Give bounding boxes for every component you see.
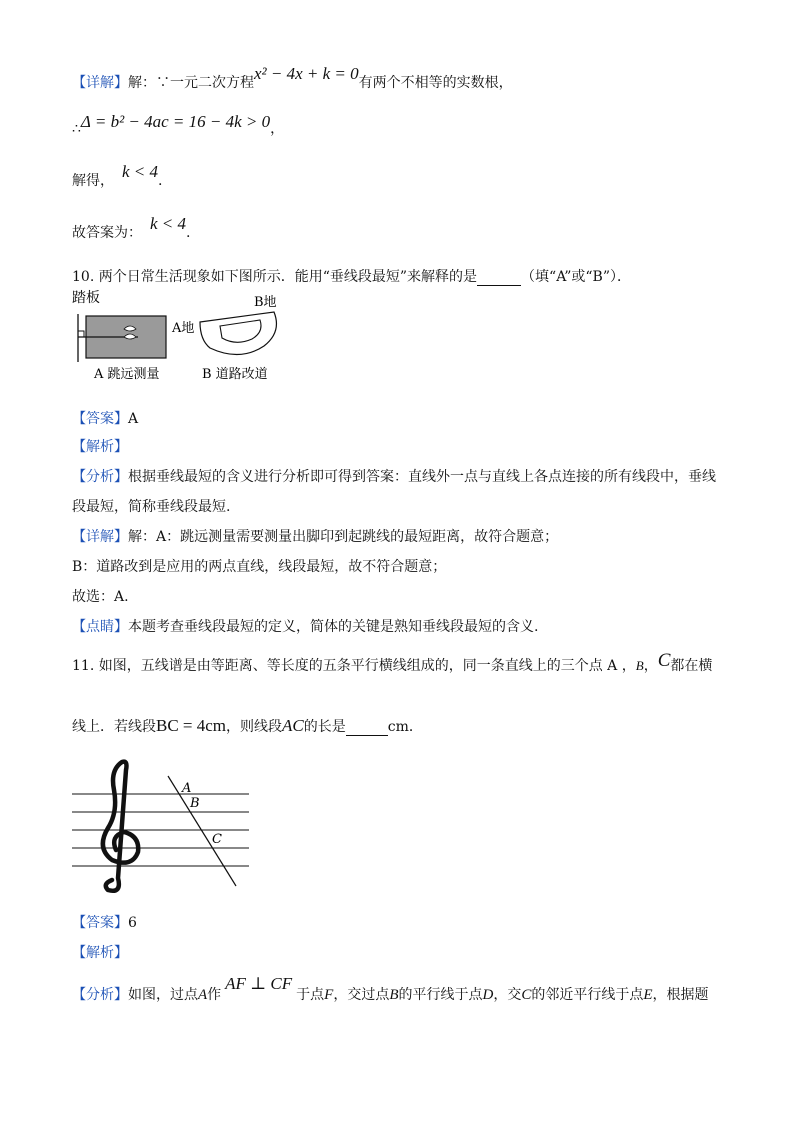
q10-xiangjie-text-2: B：道路改到是应用的两点直线，线段最短，故不符合题意； xyxy=(72,559,447,575)
q11-fenxi-c: 于点 xyxy=(296,987,325,1003)
q11-point-c: C xyxy=(657,650,671,671)
q11-fenxi-point-b: B xyxy=(389,987,399,1003)
q9-detail-tag: 【详解】 xyxy=(72,75,128,91)
q11-stem-text-2a: 线上．若线段 xyxy=(72,719,156,735)
q11-point-b: B xyxy=(635,658,644,673)
q11-analysis xyxy=(72,942,128,962)
q11-fenxi-h: ，根据题 xyxy=(652,987,709,1003)
q10-dianjing-tag: 【点睛】 xyxy=(72,619,128,635)
transversal-line xyxy=(168,776,236,886)
q11-answer-blank[interactable] xyxy=(346,719,388,736)
q9-answer-suffix: . xyxy=(186,225,191,241)
q10-dianjing xyxy=(72,616,538,636)
q11-fenxi-point-d: D xyxy=(482,987,494,1003)
q10-analysis xyxy=(72,436,128,456)
q11-fenxi-f: ，交 xyxy=(493,987,522,1003)
q11-fenxi-a: 如图，过点 xyxy=(128,987,198,1003)
point-b-label: B xyxy=(190,796,200,811)
q11-stem-text-1e: 都在横 xyxy=(670,658,713,674)
q9-answer-math: k < 4 xyxy=(150,214,187,233)
q11-fenxi-tag: 【分析】 xyxy=(72,987,128,1003)
q10-fenxi-2 xyxy=(72,496,230,516)
q11-answer xyxy=(72,912,137,932)
right-angle-mark xyxy=(78,331,84,337)
q9-line4 xyxy=(72,214,191,242)
q10-xiangjie-3 xyxy=(72,586,129,606)
q9-line1-prefix: 解：∵一元二次方程 xyxy=(128,75,254,91)
q10-stem-text: 10. 两个日常生活现象如下图所示．能用“垂线段最短”来解释的是 xyxy=(72,269,478,285)
q10-fenxi-1 xyxy=(72,466,716,486)
road-outer xyxy=(200,312,276,355)
place-a-label: A地 xyxy=(172,321,195,336)
q11-stem-1 xyxy=(72,650,713,676)
q9-line2-suffix: ， xyxy=(270,121,285,137)
q10-xiangjie-tag: 【详解】 xyxy=(72,529,128,545)
point-c-label: C xyxy=(212,832,222,847)
q9-solve-prefix: 解得， xyxy=(72,173,114,189)
q11-fenxi-point-a: A xyxy=(198,987,208,1003)
q10-answer-blank[interactable] xyxy=(477,269,521,286)
q11-fenxi-point-f: F xyxy=(324,987,334,1003)
q10-xiangjie-1 xyxy=(72,526,558,546)
q11-stem-2 xyxy=(72,716,423,736)
q11-analysis-tag: 【解析】 xyxy=(72,945,128,961)
q11-stem-text-2e: 的长是 xyxy=(303,719,346,735)
figure-b-caption: B 道路改道 xyxy=(202,367,268,382)
q11-answer-tag: 【答案】 xyxy=(72,915,128,931)
figure-a-caption: A 跳远测量 xyxy=(94,367,160,382)
q9-line3 xyxy=(72,162,163,190)
q10-dianjing-text: 本题考查垂线段最短的定义，简体的关键是熟知垂线段最短的含义. xyxy=(128,619,539,635)
q9-therefore: ∴ xyxy=(72,121,81,137)
q10-answer-value: A xyxy=(128,411,139,427)
q11-fenxi-perp: AF ⊥ CF xyxy=(225,974,293,993)
point-a-label: A xyxy=(182,781,192,796)
q10-answer-tag: 【答案】 xyxy=(72,411,128,427)
q10-analysis-tag: 【解析】 xyxy=(72,439,128,455)
q11-fenxi-d: ，交过点 xyxy=(333,987,390,1003)
q9-solve-suffix: . xyxy=(158,173,163,189)
q10-fenxi-tag: 【分析】 xyxy=(72,469,128,485)
q10-stem-tail: （填“A”或“B”）． xyxy=(521,269,632,285)
q10-fenxi-text-2: 段最短，简称垂线段最短. xyxy=(72,499,231,515)
q11-staff-figure xyxy=(66,756,256,896)
treble-clef-icon xyxy=(103,762,138,891)
q11-fenxi-e: 的平行线于点 xyxy=(398,987,483,1003)
q11-ac-segment: AC xyxy=(282,716,304,735)
q11-fenxi-b: 作 xyxy=(207,987,222,1003)
place-b-label: B地 xyxy=(254,295,277,310)
q9-line2 xyxy=(72,112,285,138)
q10-xiangjie-text-1: 解：A：跳远测量需要测量出脚印到起跳线的最短距离，故符合题意； xyxy=(128,529,559,545)
board-label: 踏板 xyxy=(72,290,100,306)
road-inner xyxy=(220,320,261,342)
q9-equation: x² − 4x + k = 0 xyxy=(254,64,359,83)
q10-xiangjie-2 xyxy=(72,556,446,576)
q11-fenxi-point-e: E xyxy=(643,987,653,1003)
q9-line1 xyxy=(72,64,513,92)
q11-bc-length: BC = 4cm xyxy=(156,716,227,735)
q11-fenxi xyxy=(72,974,709,1004)
q11-unit: cm． xyxy=(387,719,423,735)
q10-stem xyxy=(72,266,631,286)
q9-line1-suffix: 有两个不相等的实数根， xyxy=(358,75,513,91)
q11-comma: ， xyxy=(643,658,658,674)
q10-xiangjie-text-3: 故选：A. xyxy=(72,589,129,605)
q11-stem-text-2c: ，则线段 xyxy=(226,719,283,735)
q10-answer xyxy=(72,408,138,428)
q11-fenxi-point-c: C xyxy=(521,987,532,1003)
q10-figure xyxy=(60,286,300,382)
q9-solve-math: k < 4 xyxy=(122,162,159,181)
q10-fenxi-text-1: 根据垂线最短的含义进行分析即可得到答案：直线外一点与直线上各点连接的所有线段中，垂线 xyxy=(128,469,716,485)
q11-stem-text-1: 11. 如图，五线谱是由等距离、等长度的五条平行横线组成的，同一条直线上的三个点 A ， xyxy=(72,658,636,674)
q9-answer-prefix: 故答案为： xyxy=(72,225,142,241)
q11-fenxi-g: 的邻近平行线于点 xyxy=(531,987,644,1003)
q11-answer-value: 6 xyxy=(128,915,137,931)
q9-delta: Δ = b² − 4ac = 16 − 4k > 0 xyxy=(80,112,271,131)
